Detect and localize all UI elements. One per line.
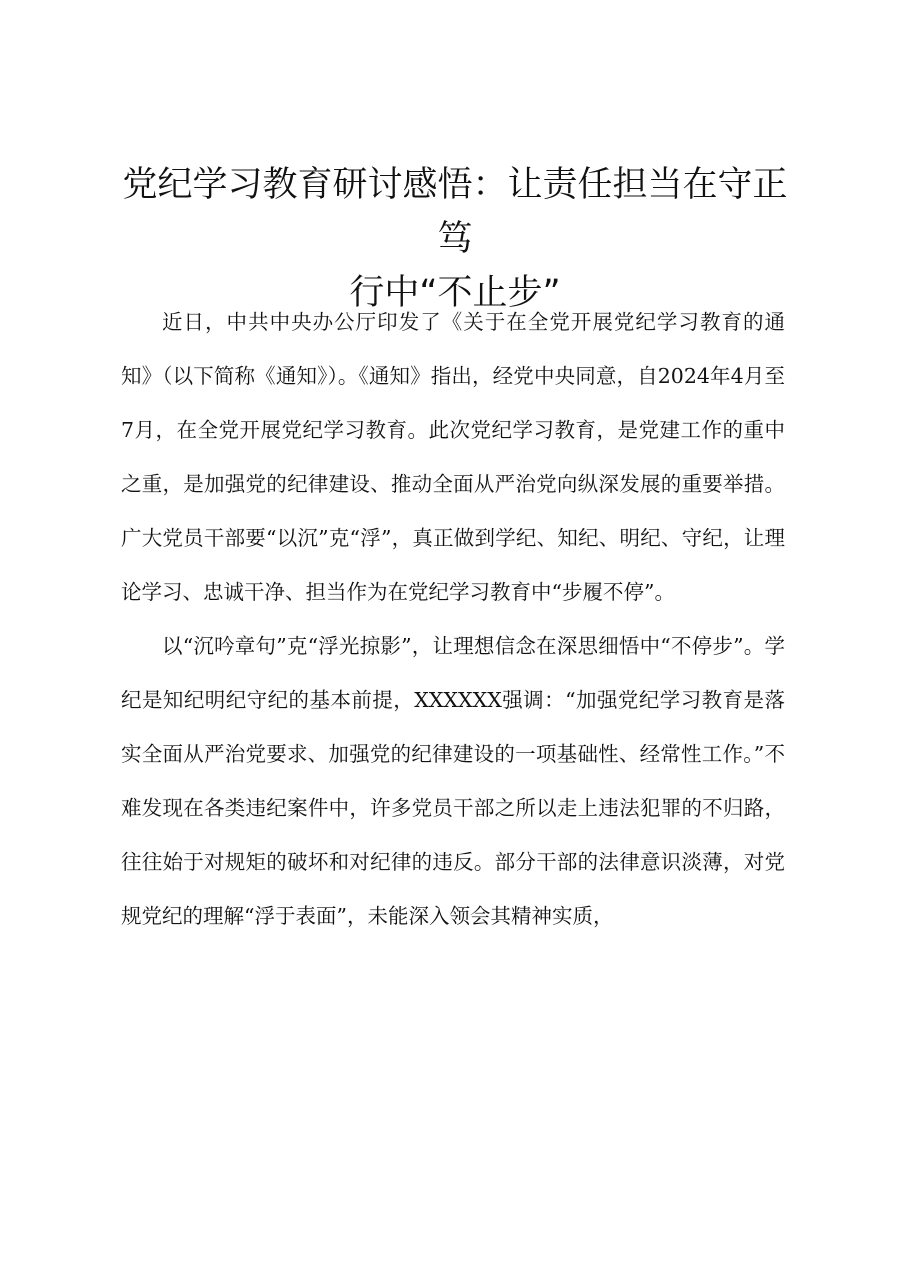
paragraph-2: 以“沉吟章句”克“浮光掠影”，让理想信念在深思细悟中“不停步”。学纪是知纪明纪守纪的基本前提，XXXXXX强调：“加强党纪学习教育是落实全面从严治党要求、加强党的纪律建设的一项基础性、经常性工作。”不难发现在各类违纪案件中，许多党员干部之所以走上违法犯罪的不归路，往往始于对规矩的破坏和对纪律的违反。部分干部的法律意识淡薄，对党规党纪的理解“浮于表面”，未能深入领会其精神实质，	[121, 634, 785, 928]
title-line-2: 行中“不止步”	[349, 273, 561, 313]
title-line-1: 党纪学习教育研讨感悟：让责任担当在守正笃	[122, 165, 788, 259]
paragraph-1: 近日，中共中央办公厅印发了《关于在全党开展党纪学习教育的通知》（以下简称《通知》）。《通知》指出，经党中央同意，自2024年4月至7月，在全党开展党纪学习教育。此次党纪学习教育，是党建工作的重中之重，是加强党的纪律建设、推动全面从严治党向纵深发展的重要举措。广大党员干部要“以沉”克“浮”，真正做到学纪、知纪、明纪、守纪，让理论学习、忠诚干净、担当作为在党纪学习教育中“步履不停”。	[121, 310, 785, 604]
document-body	[121, 295, 785, 943]
